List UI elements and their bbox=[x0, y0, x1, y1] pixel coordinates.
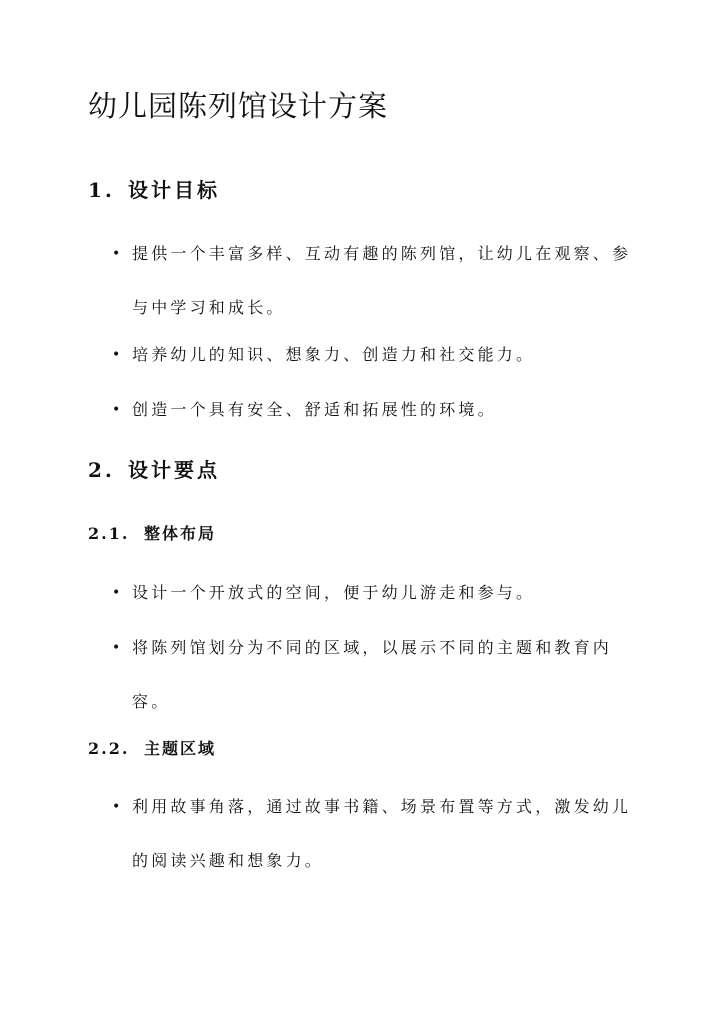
bullet-icon: • bbox=[112, 585, 124, 601]
list-item-text: 培养幼儿的知识、想象力、创造力和社交能力。 bbox=[132, 345, 536, 364]
list-item bbox=[112, 780, 632, 888]
section-title: 设计要点 bbox=[128, 458, 220, 482]
list-item bbox=[112, 566, 632, 620]
subsection-heading-2-1 bbox=[88, 521, 216, 547]
subsection-title: 主题区域 bbox=[144, 739, 217, 758]
list-item bbox=[112, 328, 632, 382]
bullet-icon: • bbox=[112, 640, 124, 656]
subsection-number: 2.2. bbox=[88, 739, 130, 758]
subsection-heading-2-2 bbox=[88, 736, 216, 762]
bullet-icon: • bbox=[112, 402, 124, 418]
section-heading-2 bbox=[88, 454, 220, 486]
bullet-icon: • bbox=[112, 799, 124, 815]
list-item bbox=[112, 621, 632, 729]
list-item bbox=[112, 227, 632, 335]
list-item-text: 设计一个开放式的空间，便于幼儿游走和参与。 bbox=[132, 583, 536, 602]
subsection-number: 2.1. bbox=[88, 524, 130, 543]
subsection-title: 整体布局 bbox=[144, 524, 217, 543]
section-number: 2. bbox=[88, 458, 115, 482]
bullet-icon: • bbox=[112, 347, 124, 363]
list-item-text: 创造一个具有安全、舒适和拓展性的环境。 bbox=[132, 400, 497, 419]
section-number: 1. bbox=[88, 178, 115, 202]
page-title: 幼儿园陈列馆设计方案 bbox=[88, 89, 389, 123]
section-title: 设计目标 bbox=[128, 178, 220, 202]
list-item-text: 将陈列馆划分为不同的区域，以展示不同的主题和教育内容。 bbox=[132, 638, 613, 711]
list-item-text: 提供一个丰富多样、互动有趣的陈列馆，让幼儿在观察、参与中学习和成长。 bbox=[132, 244, 632, 317]
bullet-icon: • bbox=[112, 246, 124, 262]
list-item bbox=[112, 383, 632, 437]
section-heading-1 bbox=[88, 174, 220, 206]
list-item-text: 利用故事角落，通过故事书籍、场景布置等方式，激发幼儿的阅读兴趣和想象力。 bbox=[132, 797, 632, 870]
